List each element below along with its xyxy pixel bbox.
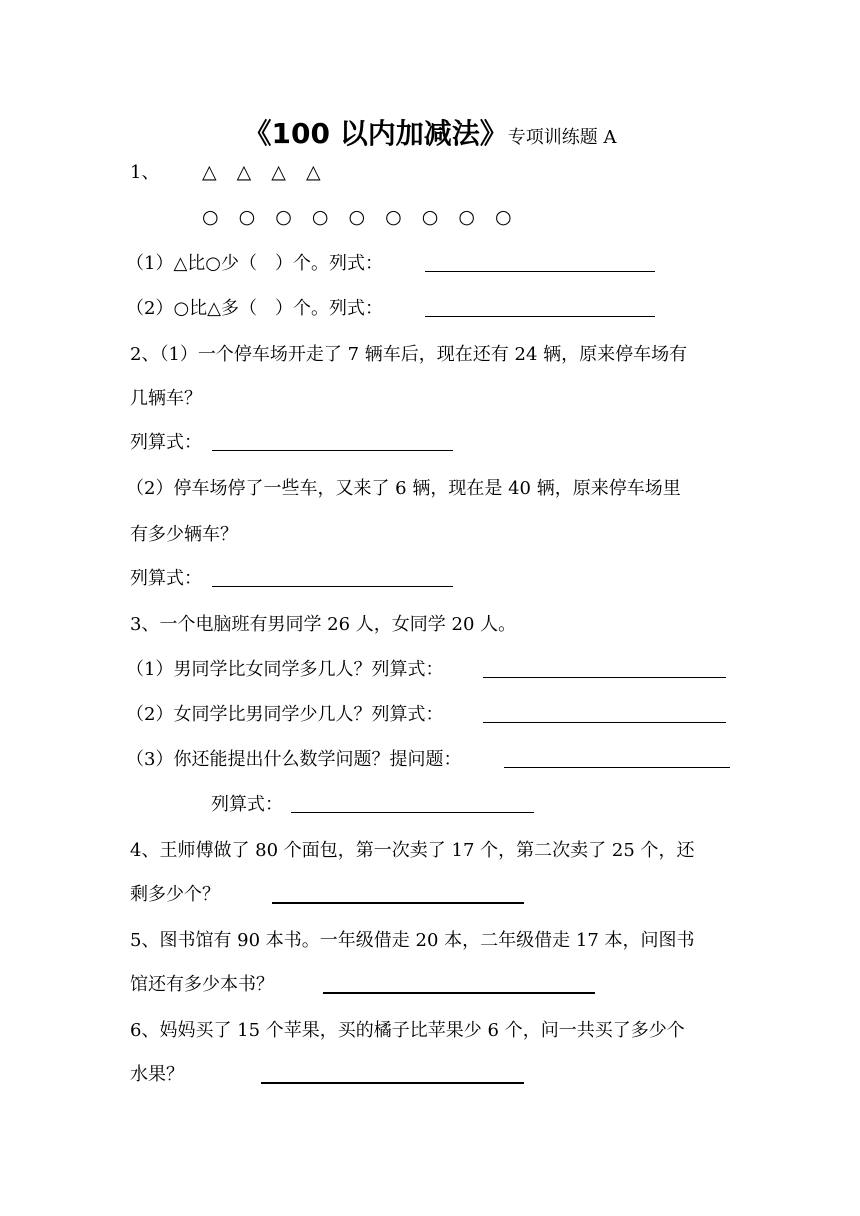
q1-part2	[126, 298, 383, 320]
q2-line3: （2）停车场停了一些车，又来了 6 辆，现在是 40 辆，原来停车场里	[126, 478, 681, 499]
title-main: 《100 以内加减法》	[243, 117, 508, 150]
page-title	[0, 112, 860, 152]
q3-line1: 3、一个电脑班有男同学 26 人，女同学 20 人。	[130, 614, 517, 635]
title-sub: 专项训练题 A	[507, 127, 617, 148]
q2-calc1-label: 列算式：	[130, 432, 202, 453]
q2-calc1-answer-line[interactable]	[212, 432, 453, 451]
q5-line2: 馆还有多少本书？	[130, 974, 274, 995]
q1-part1	[126, 253, 383, 275]
q4-line2: 剩多少个？	[130, 884, 220, 905]
q6-line2: 水果？	[130, 1064, 184, 1085]
q5-answer-line[interactable]	[323, 974, 595, 994]
q5-line1: 5、图书馆有 90 本书。一年级借走 20 本，二年级借走 17 本，问图书	[130, 930, 695, 951]
q1-number: 1、	[130, 162, 160, 183]
q3-calc-label: 列算式：	[211, 794, 283, 815]
q3-part1-answer-line[interactable]	[483, 659, 726, 678]
q1-circles: ○ ○ ○ ○ ○ ○ ○ ○ ○	[202, 206, 519, 228]
q2-calc2-label: 列算式：	[130, 568, 202, 589]
q2-line2: 几辆车？	[130, 388, 202, 409]
q1-part2-text: （2）○比△多（ ）个。列式：	[126, 298, 383, 319]
q3-part2-text: （2）女同学比男同学少几人？列算式：	[126, 704, 444, 725]
q3-part1-text: （1）男同学比女同学多几人？列算式：	[126, 659, 444, 680]
q6-line1: 6、妈妈买了 15 个苹果，买的橘子比苹果少 6 个，问一共买了多少个	[130, 1020, 685, 1041]
q1-part1-text: （1）△比○少（ ）个。列式：	[126, 253, 383, 274]
q2-line1: 2、（1）一个停车场开走了 7 辆车后，现在还有 24 辆，原来停车场有	[130, 344, 688, 365]
q6-answer-line[interactable]	[261, 1064, 524, 1084]
q1-triangles: △ △ △ △	[202, 161, 328, 183]
q1-part2-answer-line[interactable]	[425, 298, 655, 317]
q3-part3-text: （3）你还能提出什么数学问题？提问题：	[126, 749, 462, 770]
q4-answer-line[interactable]	[272, 884, 524, 904]
q1-part1-answer-line[interactable]	[425, 253, 655, 272]
q2-calc2-answer-line[interactable]	[212, 568, 453, 587]
q3-part2-answer-line[interactable]	[483, 704, 726, 723]
q3-part3-question-line[interactable]	[504, 749, 730, 768]
q4-line1: 4、王师傅做了 80 个面包，第一次卖了 17 个，第二次卖了 25 个，还	[130, 840, 695, 861]
q3-calc-answer-line[interactable]	[291, 794, 534, 813]
q2-line4: 有多少辆车？	[130, 524, 238, 545]
